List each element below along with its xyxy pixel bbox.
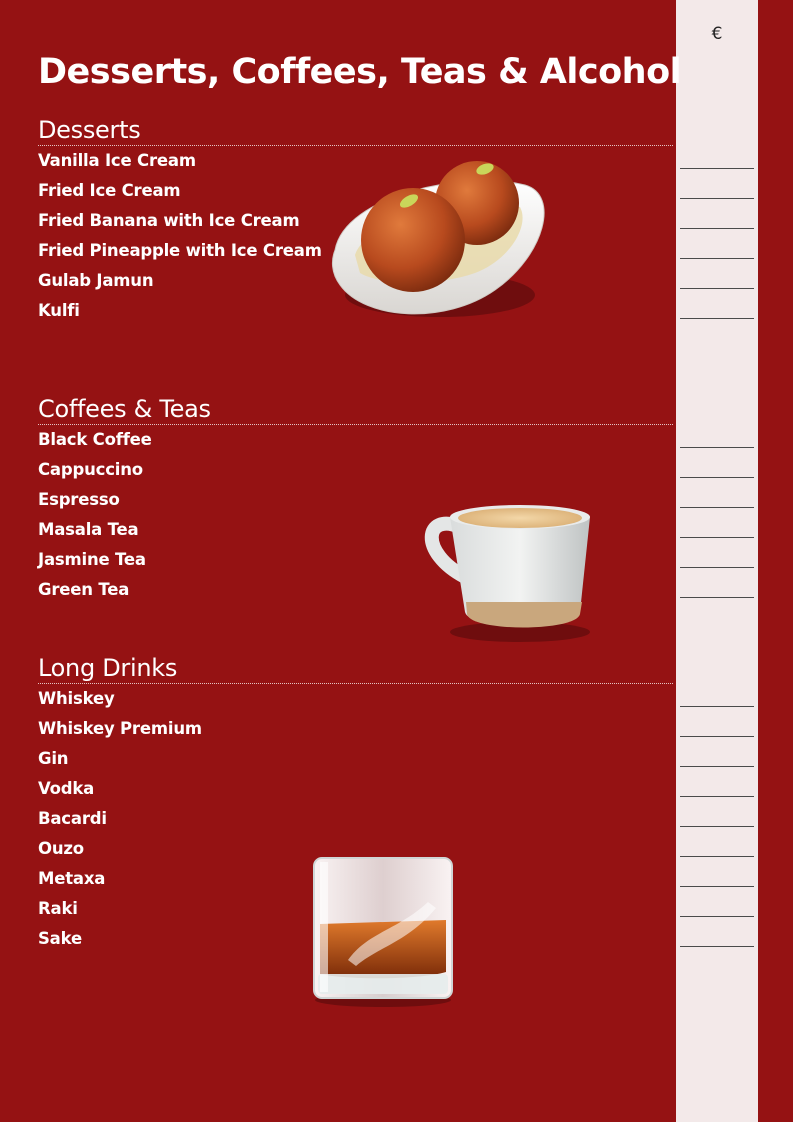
price-line xyxy=(680,168,754,169)
price-line xyxy=(680,856,754,857)
menu-item: Whiskey xyxy=(38,689,115,708)
menu-item: Masala Tea xyxy=(38,520,139,539)
price-line xyxy=(680,916,754,917)
menu-item: Gulab Jamun xyxy=(38,271,154,290)
price-line xyxy=(680,198,754,199)
menu-item: Vanilla Ice Cream xyxy=(38,151,196,170)
price-line xyxy=(680,318,754,319)
price-line xyxy=(680,507,754,508)
price-line xyxy=(680,706,754,707)
menu-item: Metaxa xyxy=(38,869,106,888)
menu-item: Kulfi xyxy=(38,301,80,320)
price-line xyxy=(680,597,754,598)
price-line xyxy=(680,447,754,448)
section-title: Desserts xyxy=(38,113,673,146)
price-line xyxy=(680,736,754,737)
menu-item: Raki xyxy=(38,899,78,918)
menu-item: Espresso xyxy=(38,490,120,509)
gulab-jamun-dish-image xyxy=(325,155,555,325)
menu-item: Fried Ice Cream xyxy=(38,181,181,200)
menu-item: Whiskey Premium xyxy=(38,719,202,738)
price-line xyxy=(680,477,754,478)
whiskey-glass-image xyxy=(308,852,458,1010)
price-line xyxy=(680,766,754,767)
menu-item: Fried Pineapple with Ice Cream xyxy=(38,241,322,260)
currency-symbol: € xyxy=(711,24,723,44)
price-line xyxy=(680,826,754,827)
menu-item: Cappuccino xyxy=(38,460,143,479)
menu-item: Black Coffee xyxy=(38,430,152,449)
section-title: Long Drinks xyxy=(38,651,673,684)
menu-item: Green Tea xyxy=(38,580,130,599)
price-line xyxy=(680,288,754,289)
coffee-cup-image xyxy=(420,482,595,647)
price-line xyxy=(680,946,754,947)
menu-item: Bacardi xyxy=(38,809,107,828)
page-title: Desserts, Coffees, Teas & Alcohol xyxy=(38,52,682,92)
price-column xyxy=(676,0,758,1122)
section-title: Coffees & Teas xyxy=(38,392,673,425)
price-line xyxy=(680,228,754,229)
menu-item: Jasmine Tea xyxy=(38,550,146,569)
price-line xyxy=(680,886,754,887)
price-line xyxy=(680,796,754,797)
price-line xyxy=(680,258,754,259)
price-line xyxy=(680,567,754,568)
menu-item: Sake xyxy=(38,929,82,948)
price-line xyxy=(680,537,754,538)
menu-item: Fried Banana with Ice Cream xyxy=(38,211,300,230)
menu-item: Gin xyxy=(38,749,69,768)
menu-item: Vodka xyxy=(38,779,95,798)
menu-item: Ouzo xyxy=(38,839,84,858)
